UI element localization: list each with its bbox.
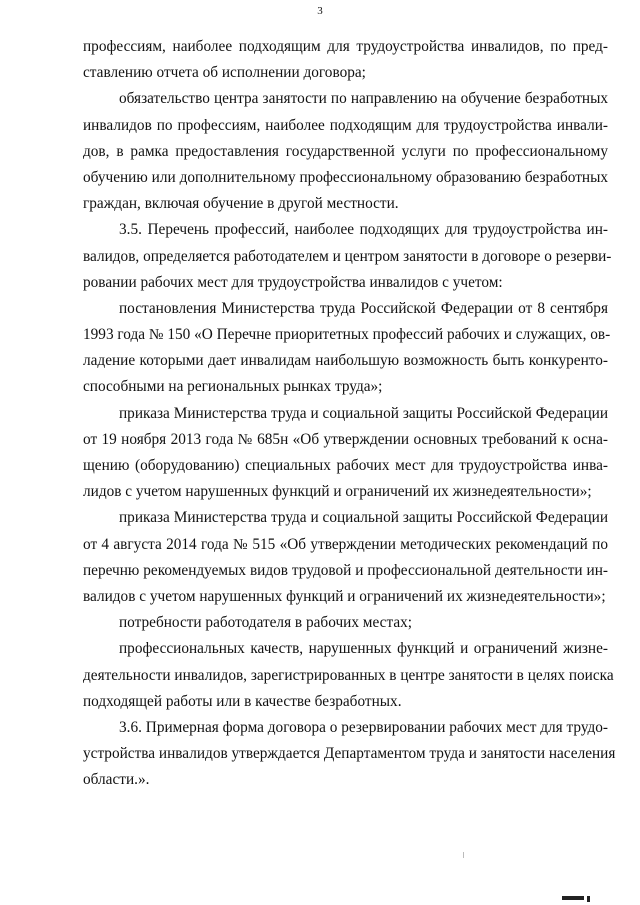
paragraph <box>83 401 608 506</box>
text-line: 3.5. Перечень профессий, наиболее подходящих для трудоустройства ин- <box>119 221 608 239</box>
text-line: устройства инвалидов утверждается Департаментом труда и занятости населения <box>83 745 616 763</box>
text-line: ровании рабочих мест для трудоустройства инвалидов с учетом: <box>83 273 503 291</box>
text-line: 3.6. Примерная форма договора о резервировании рабочих мест для трудо- <box>119 718 609 736</box>
scan-barcode-mark <box>562 896 584 900</box>
text-line: перечню рекомендуемых видов трудовой и профессиональной деятельности ин- <box>83 561 608 579</box>
paragraph <box>83 505 608 610</box>
paragraph <box>83 636 614 715</box>
text-line: деятельности инвалидов, зарегистрированных в центре занятости в целях поиска <box>83 666 614 684</box>
text-line: приказа Министерства труда и социальной защиты Российской Федерации <box>119 509 608 527</box>
paragraph <box>83 217 612 296</box>
paragraph <box>83 86 608 217</box>
text-line: профессиям, наиболее подходящим для трудоустройства инвалидов, по пред- <box>83 38 608 55</box>
text-line: обучению или дополнительному профессиональному образованию безработных <box>83 168 608 186</box>
paragraph <box>83 610 608 636</box>
scan-speck <box>463 852 464 858</box>
text-line: граждан, включая обучение в другой местности. <box>83 195 399 213</box>
text-line: обязательство центра занятости по направлению на обучение безработных <box>119 90 608 108</box>
text-line: валидов с учетом нарушенных функций и ограничений их жизнедеятельности»; <box>83 587 606 605</box>
text-line: щению (оборудованию) специальных рабочих мест для трудоустройства инва- <box>83 457 608 474</box>
text-line: потребности работодателя в рабочих местах; <box>119 614 413 632</box>
text-line: способными на региональных рынках труда»; <box>83 378 383 396</box>
paragraph <box>83 715 616 794</box>
text-line: области.». <box>83 771 150 789</box>
text-line: приказа Министерства труда и социальной защиты Российской Федерации <box>119 404 608 422</box>
paragraph <box>83 34 608 86</box>
text-line: подходящей работы или в качестве безработных. <box>83 692 402 710</box>
text-line: профессиональных качеств, нарушенных функций и ограничений жизне- <box>119 640 608 658</box>
text-line: инвалидов по профессиям, наиболее подходящим для трудоустройства инвали- <box>83 116 608 134</box>
text-line: ставлению отчета об исполнении договора; <box>83 64 366 82</box>
text-line: от 19 ноября 2013 года № 685н «Об утверждении основных требований к осна- <box>83 430 608 448</box>
paragraph <box>83 296 611 401</box>
text-line: от 4 августа 2014 года № 515 «Об утверждении методических рекомендаций по <box>83 535 608 553</box>
text-line: 1993 года № 150 «О Перечне приоритетных профессий рабочих и служащих, ов- <box>83 326 611 344</box>
text-line: ладение которыми дает инвалидам наибольшую возможность быть конкуренто- <box>83 352 608 370</box>
document-body <box>83 34 616 793</box>
text-line: дов, в рамка предоставления государственной услуги по профессиональному <box>83 142 608 160</box>
text-line: лидов с учетом нарушенных функций и ограничений их жизнедеятельности»; <box>83 483 592 501</box>
page-number: 3 <box>317 5 323 17</box>
text-line: постановления Министерства труда Российской Федерации от 8 сентября <box>119 299 608 317</box>
text-line: валидов, определяется работодателем и центром занятости в договоре о резерви- <box>83 247 612 265</box>
